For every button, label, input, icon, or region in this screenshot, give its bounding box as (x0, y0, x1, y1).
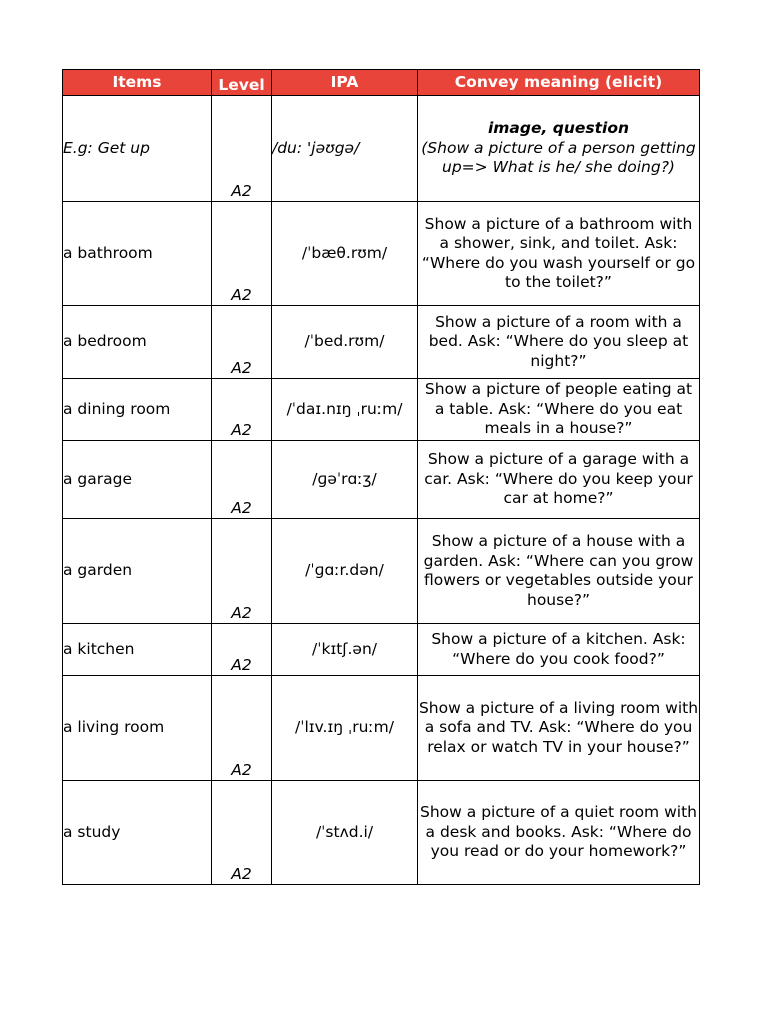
table-row (63, 379, 700, 441)
example-convey-text: (Show a picture of a person getting up=> What is he/ she doing?) (421, 138, 696, 177)
header-level: Level (212, 70, 272, 96)
item-cell: a kitchen (63, 624, 212, 676)
item-cell: a bedroom (63, 306, 212, 379)
level-cell: A2 (212, 519, 272, 624)
convey-cell: Show a picture of a kitchen. Ask: “Where do you cook food?” (418, 624, 700, 676)
ipa-cell: /ˈkɪtʃ.ən/ (272, 624, 418, 676)
item-cell: a garden (63, 519, 212, 624)
table-row (63, 306, 700, 379)
item-cell: a dining room (63, 379, 212, 441)
ipa-cell: /ˈdaɪ.nɪŋ ˌruːm/ (272, 379, 418, 441)
table-row (63, 624, 700, 676)
example-convey (418, 96, 700, 202)
header-convey-meaning: Convey meaning (elicit) (418, 70, 700, 96)
table-row (63, 676, 700, 781)
ipa-cell: /ɡəˈrɑːʒ/ (272, 441, 418, 519)
table-row (63, 441, 700, 519)
item-cell: a study (63, 781, 212, 885)
example-item: E.g: Get up (63, 96, 212, 202)
ipa-cell: /ˈbed.rʊm/ (272, 306, 418, 379)
ipa-cell: /ˈɡɑːr.dən/ (272, 519, 418, 624)
example-convey-title: image, question (487, 119, 630, 138)
level-cell: A2 (212, 202, 272, 306)
ipa-cell: /ˈstʌd.i/ (272, 781, 418, 885)
example-level: A2 (212, 96, 272, 202)
ipa-cell: /ˈlɪv.ɪŋ ˌruːm/ (272, 676, 418, 781)
header-items: Items (63, 70, 212, 96)
level-cell: A2 (212, 676, 272, 781)
convey-cell: Show a picture of a garage with a car. Ask: “Where do you keep your car at home?” (418, 441, 700, 519)
level-cell: A2 (212, 781, 272, 885)
convey-cell: Show a picture of a room with a bed. Ask: “Where do you sleep at night?” (418, 306, 700, 379)
convey-cell: Show a picture of a quiet room with a desk and books. Ask: “Where do you read or do your homework?” (418, 781, 700, 885)
convey-cell: Show a picture of people eating at a table. Ask: “Where do you eat meals in a house?” (418, 379, 700, 441)
item-cell: a bathroom (63, 202, 212, 306)
header-row (63, 70, 700, 96)
header-ipa: IPA (272, 70, 418, 96)
table-row (63, 781, 700, 885)
vocabulary-table (62, 69, 700, 885)
example-ipa: /du: 'jəʊgə/ (272, 96, 418, 202)
ipa-cell: /ˈbæθ.rʊm/ (272, 202, 418, 306)
example-row (63, 96, 700, 202)
item-cell: a garage (63, 441, 212, 519)
table-row (63, 202, 700, 306)
level-cell: A2 (212, 624, 272, 676)
level-cell: A2 (212, 379, 272, 441)
item-cell: a living room (63, 676, 212, 781)
convey-cell: Show a picture of a bathroom with a shower, sink, and toilet. Ask: “Where do you wash yourself or go to the toilet?” (418, 202, 700, 306)
table-row (63, 519, 700, 624)
convey-cell: Show a picture of a house with a garden. Ask: “Where can you grow flowers or vegetables outside your house?” (418, 519, 700, 624)
level-cell: A2 (212, 306, 272, 379)
convey-cell: Show a picture of a living room with a sofa and TV. Ask: “Where do you relax or watch TV in your house?” (418, 676, 700, 781)
level-cell: A2 (212, 441, 272, 519)
